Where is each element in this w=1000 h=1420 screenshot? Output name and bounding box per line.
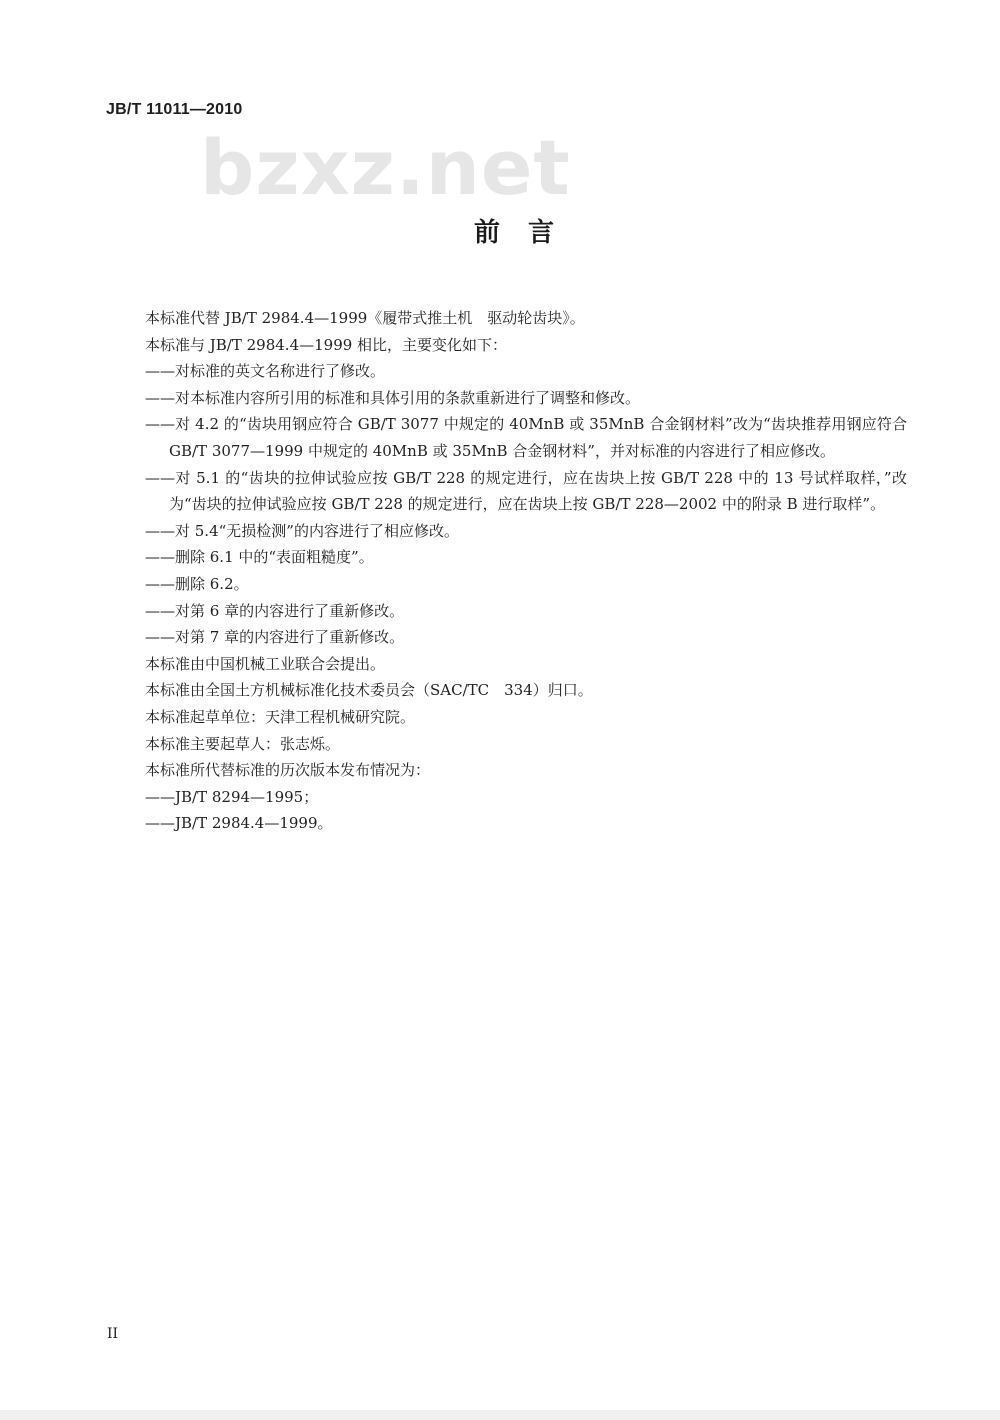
paragraph-changes-intro: 本标准与 JB/T 2984.4—1999 相比，主要变化如下： bbox=[145, 335, 508, 354]
history-item: ——JB/T 2984.4—1999。 bbox=[145, 814, 333, 833]
change-item: ——对 5.4“无损检测”的内容进行了相应修改。 bbox=[145, 521, 459, 540]
change-item: ——对 5.1 的“齿块的拉伸试验应按 GB/T 228 的规定进行，应在齿块上按 GB/T 228 中的 13 号试样取样，”改为“齿块的拉伸试验应按 GB/T 228 的规定进行，应在齿块上按 GB/T 228—2002 中的附录 B 进行取样”。 bbox=[145, 468, 907, 514]
watermark: bzxz.net bbox=[200, 123, 571, 212]
change-item: ——对 4.2 的“齿块用钢应符合 GB/T 3077 中规定的 40MnB 或 35MnB 合金钢材料”改为“齿块推荐用钢应符合 GB/T 3077—1999 中规定的 40MnB 或 35MnB 合金钢材料”，并对标准的内容进行了相应修改。 bbox=[145, 415, 907, 460]
change-item: ——删除 6.2。 bbox=[145, 574, 249, 593]
change-item: ——对第 7 章的内容进行了重新修改。 bbox=[145, 628, 405, 647]
info-committee: 本标准由全国土方机械标准化技术委员会（SAC/TC 334）归口。 bbox=[145, 681, 593, 700]
change-item: ——对标准的英文名称进行了修改。 bbox=[145, 362, 386, 381]
history-item: ——JB/T 8294—1995； bbox=[145, 787, 319, 806]
info-drafter: 本标准主要起草人：张志烁。 bbox=[145, 734, 341, 753]
page-title: 前言 bbox=[473, 218, 582, 248]
foreword-body bbox=[145, 305, 907, 837]
info-history-intro: 本标准所代替标准的历次版本发布情况为： bbox=[145, 761, 431, 780]
change-item: ——对第 6 章的内容进行了重新修改。 bbox=[145, 601, 405, 620]
paragraph-replaces: 本标准代替 JB/T 2984.4—1999《履带式推土机 驱动轮齿块》。 bbox=[145, 309, 585, 327]
document-code: JB/T 11011—2010 bbox=[106, 101, 243, 118]
change-item: ——对本标准内容所引用的标准和具体引用的条款重新进行了调整和修改。 bbox=[145, 388, 641, 407]
info-drafting-unit: 本标准起草单位：天津工程机械研究院。 bbox=[145, 707, 416, 726]
page-bottom-band bbox=[0, 1410, 1000, 1420]
info-proposer: 本标准由中国机械工业联合会提出。 bbox=[145, 654, 386, 673]
change-item: ——删除 6.1 中的“表面粗糙度”。 bbox=[145, 548, 374, 567]
page-number: II bbox=[107, 1326, 119, 1342]
